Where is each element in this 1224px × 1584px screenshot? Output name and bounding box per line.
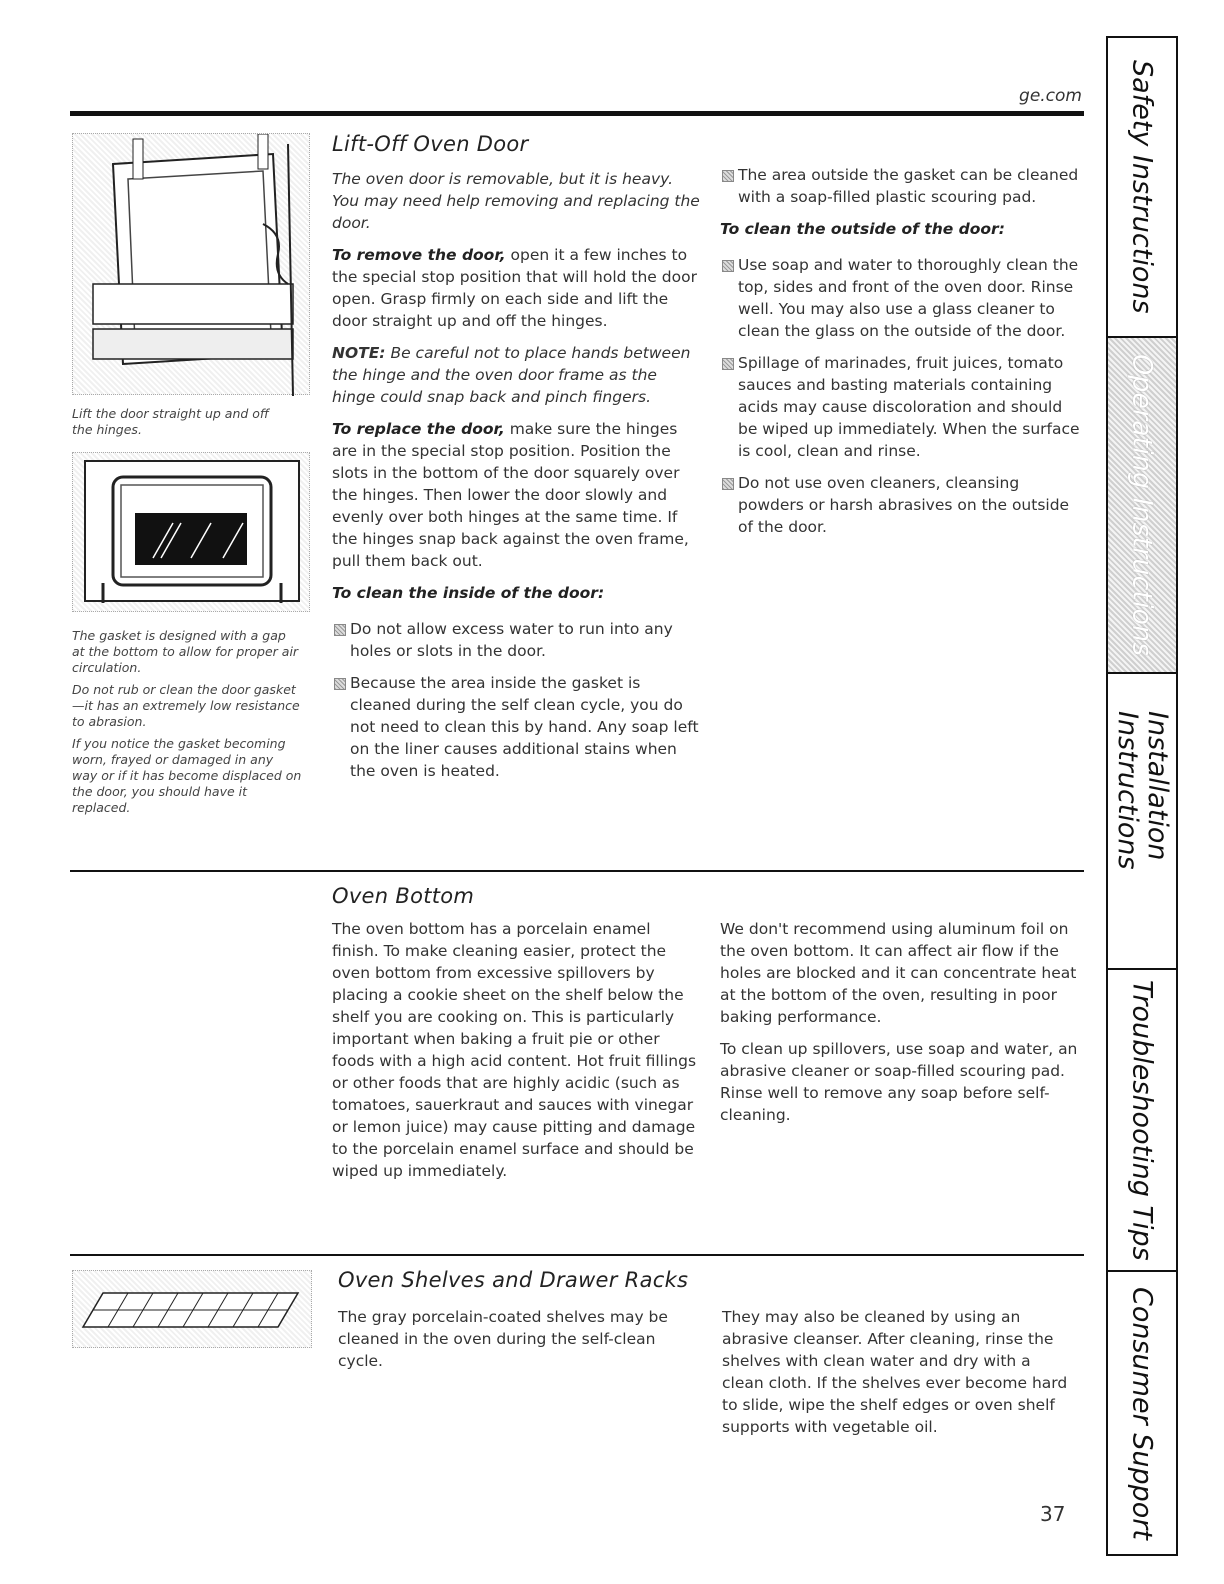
oven-bottom-right-text-2: To clean up spillovers, use soap and water, an abrasive cleaner or soap-filled scouring pad. Rinse well to remove any soap before self-cleaning.: [720, 1040, 1078, 1124]
tab-operating-instructions[interactable]: [1108, 338, 1176, 674]
tab-installation-label: Installation Instructions: [1112, 711, 1173, 870]
remove-door-paragraph: [332, 244, 702, 332]
note-text: Be careful not to place hands between the hinge and the oven door frame as the hinge could snap back and pinch fingers.: [332, 344, 691, 406]
replace-door-lead: To replace the door,: [332, 420, 505, 438]
oven-bottom-left-text: The oven bottom has a porcelain enamel finish. To make cleaning easier, protect the oven bottom from excessive spillovers by placing a cookie sheet on the shelf below the shelf you are cooking on. This is particularly important when baking a fruit pie or other foods with a high acid content. Hot fruit fillings or other foods that are highly acidic (such as tomatoes, sauerkraut and sauces with vinegar or lemon juice) may cause pitting and damage to the porcelain enamel surface and should be wiped up immediately.: [332, 920, 697, 1180]
door-lift-drawing: [73, 134, 311, 396]
note-label: NOTE:: [332, 344, 386, 362]
gasket-caption-2: Do not rub or clean the door gasket—it has an extremely low resistance to abrasion.: [72, 682, 300, 729]
tab-consumer-support[interactable]: [1108, 1272, 1176, 1554]
oven-shelves-left: [338, 1306, 688, 1382]
oven-shelves-right-text: They may also be cleaned by using an abrasive cleanser. After cleaning, rinse the shelves with clean water and dry with a clean cloth. If the shelves ever become hard to slide, wipe the shelf edges or oven shelf supports with vegetable oil.: [722, 1308, 1068, 1436]
inside-bullet-1: Do not allow excess water to run into any holes or slots in the door.: [332, 618, 702, 662]
inside-bullet-2: Because the area inside the gasket is cleaned during the self clean cycle, you do not need to clean this by hand. Any soap left on the liner causes additional stains when the oven is heated.: [332, 672, 702, 782]
remove-door-text: open it a few inches to the special stop position that will hold the door open. Grasp firmly on each side and lift the door straight up and off the hinges.: [332, 246, 697, 330]
door-lift-illustration: [72, 133, 310, 395]
liftoff-right-column: [720, 164, 1082, 548]
liftoff-intro: The oven door is removable, but it is heavy. You may need help removing and replacing the door.: [332, 170, 700, 232]
remove-door-lead: To remove the door,: [332, 246, 506, 264]
section-divider-bottom: [70, 870, 1084, 872]
note-paragraph: [332, 342, 702, 408]
inside-door-heading: To clean the inside of the door:: [332, 584, 605, 602]
gasket-caption: [72, 628, 302, 822]
oven-shelves-right: [722, 1306, 1072, 1448]
oven-gasket-drawing: [73, 453, 311, 613]
oven-bottom-left: [332, 918, 702, 1192]
gasket-outside-bullet: The area outside the gasket can be cleaned with a soap-filled plastic scouring pad.: [720, 164, 1082, 208]
oven-gasket-illustration: [72, 452, 310, 612]
oven-shelves-title: Oven Shelves and Drawer Racks: [338, 1268, 689, 1292]
outside-door-heading: To clean the outside of the door:: [720, 220, 1005, 238]
outside-bullet-2: Spillage of marinades, fruit juices, tomato sauces and basting materials containing acids may cause discoloration and should be wiped up immediately. When the surface is cool, clean and rinse.: [720, 352, 1082, 462]
liftoff-left-column: [332, 168, 702, 792]
oven-bottom-right: [720, 918, 1082, 1136]
page-number: 37: [1040, 1502, 1066, 1526]
oven-bottom-right-text-1: We don't recommend using aluminum foil on the oven bottom. It can affect air flow if the holes are blocked and it can concentrate heat at the bottom of the oven, resulting in poor baking performance.: [720, 920, 1077, 1026]
outside-bullet-3: Do not use oven cleaners, cleansing powders or harsh abrasives on the outside of the door.: [720, 472, 1082, 538]
replace-door-text: make sure the hinges are in the special stop position. Position the slots in the bottom of the door squarely over the hinges. Then lower the door slowly and evenly over both hinges at the same time. If the hinges snap back against the oven frame, pull them back out.: [332, 420, 689, 570]
tab-troubleshooting-tips[interactable]: [1108, 970, 1176, 1272]
oven-bottom-title: Oven Bottom: [332, 884, 475, 908]
gasket-caption-1: The gasket is designed with a gap at the bottom to allow for proper air circulation.: [72, 628, 299, 675]
header-rule: [70, 111, 1084, 116]
site-url: ge.com: [1019, 86, 1082, 106]
liftoff-title: Lift-Off Oven Door: [332, 132, 529, 156]
door-lift-caption: Lift the door straight up and off the hinges.: [72, 406, 269, 437]
tab-installation-instructions[interactable]: [1108, 674, 1176, 970]
oven-shelves-left-text: The gray porcelain-coated shelves may be cleaned in the oven during the self-clean cycle.: [338, 1308, 668, 1370]
outside-bullet-1: Use soap and water to thoroughly clean the top, sides and front of the oven door. Rinse well. You may also use a glass cleaner to clean the glass on the outside of the door.: [720, 254, 1082, 342]
tab-consumer-label: Consumer Support: [1126, 1286, 1158, 1540]
tab-safety-instructions[interactable]: [1108, 38, 1176, 338]
tab-safety-label: Safety Instructions: [1126, 60, 1158, 314]
tab-operating-label: Operating Instructions: [1126, 353, 1158, 657]
section-tabs: [1106, 36, 1178, 1556]
tab-troubleshooting-label: Troubleshooting Tips: [1126, 979, 1158, 1261]
replace-door-paragraph: [332, 418, 702, 572]
section-divider-shelves: [70, 1254, 1084, 1256]
gasket-caption-3: If you notice the gasket becoming worn, frayed or damaged in any way or if it has become displaced on the door, you should have it replaced.: [72, 736, 302, 815]
oven-shelf-illustration: [72, 1270, 312, 1348]
oven-shelf-drawing: [73, 1271, 313, 1349]
